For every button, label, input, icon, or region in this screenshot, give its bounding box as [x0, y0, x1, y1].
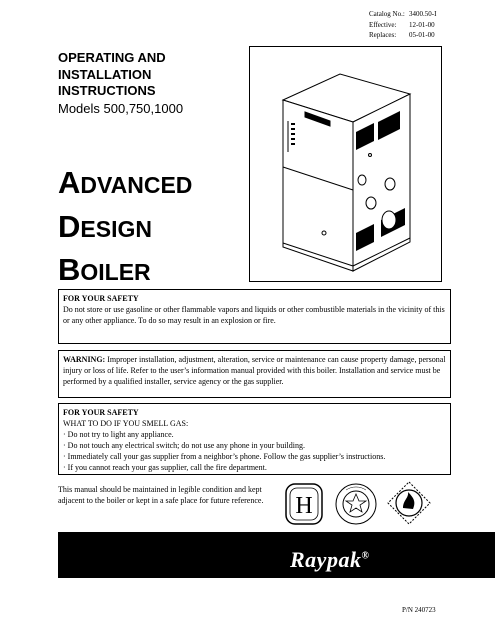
brand-bar: [58, 532, 495, 578]
brand-name: Raypak: [290, 547, 362, 572]
effective-value: 12-01-00: [409, 20, 435, 29]
big-title-rest: OILER: [80, 259, 151, 285]
big-title-boiler: [58, 254, 151, 285]
boiler-drawing: [250, 47, 441, 281]
replaces-label: Replaces:: [369, 31, 397, 39]
design-certified-seal-icon: [334, 482, 378, 531]
raypak-logo: [290, 547, 369, 573]
gas-safety-item: · Do not try to light any appliance.: [63, 430, 174, 439]
models-subtitle: Models 500,750,1000: [58, 101, 184, 116]
big-title-cap: A: [58, 165, 81, 200]
boiler-illustration: [249, 46, 442, 282]
big-title-advanced: [58, 167, 192, 198]
title-line-3: INSTRUCTIONS: [58, 83, 156, 98]
gas-safety-item: · If you cannot reach your gas supplier, call the fire department.: [63, 463, 267, 472]
catalog-info: [369, 9, 436, 41]
big-title-rest: ESIGN: [80, 216, 152, 242]
replaces-value: 05-01-00: [409, 31, 435, 39]
gas-safety-item: · Do not touch any electrical switch; do not use any phone in your building.: [63, 441, 305, 450]
gas-safety-box: [58, 403, 451, 475]
safety-heading: FOR YOUR SAFETY: [63, 294, 139, 303]
catalog-value: 3400.50-I: [409, 10, 437, 18]
effective-label: Effective:: [369, 20, 397, 29]
title-line-2: INSTALLATION: [58, 66, 152, 82]
asme-h-stamp-icon: [284, 482, 324, 531]
registered-mark-icon: ®: [361, 550, 370, 562]
document-title: [58, 50, 166, 100]
catalog-label: Catalog No.:: [369, 10, 405, 18]
part-number: P/N 240723: [402, 606, 436, 614]
big-title-design: [58, 211, 152, 242]
maintenance-note: This manual should be maintained in legible condition and kept adjacent to the boiler or kept in a safe place for future reference.: [58, 485, 264, 505]
gas-safety-subheading: WHAT TO DO IF YOU SMELL GAS:: [63, 419, 189, 428]
safety-text: Do not store or use gasoline or other flammable vapors and liquids or other combustible materials in the vicinity of this or any other appliance. To do so may result in an explosion or fire.: [63, 305, 445, 325]
gas-certification-mark-icon: [386, 480, 432, 531]
big-title-cap: B: [58, 252, 81, 287]
safety-notice-box: [58, 289, 451, 344]
warning-text: Improper installation, adjustment, alteration, service or maintenance can cause property damage, personal injury or loss of life. Refer to the user’s information manual provided with this boiler. Installation and service must be performed by a qualified installer, service agency or the gas supplier.: [63, 355, 446, 386]
gas-safety-item: · Immediately call your gas supplier from a neighbor’s phone. Follow the gas supplier’s instructions.: [63, 452, 386, 461]
title-line-1: OPERATING AND: [58, 50, 166, 65]
warning-box: [58, 350, 451, 398]
gas-safety-heading: FOR YOUR SAFETY: [63, 408, 139, 417]
svg-text:H: H: [295, 493, 313, 519]
big-title-cap: D: [58, 209, 81, 244]
warning-label: WARNING:: [63, 355, 106, 364]
big-title-rest: DVANCED: [80, 172, 193, 198]
